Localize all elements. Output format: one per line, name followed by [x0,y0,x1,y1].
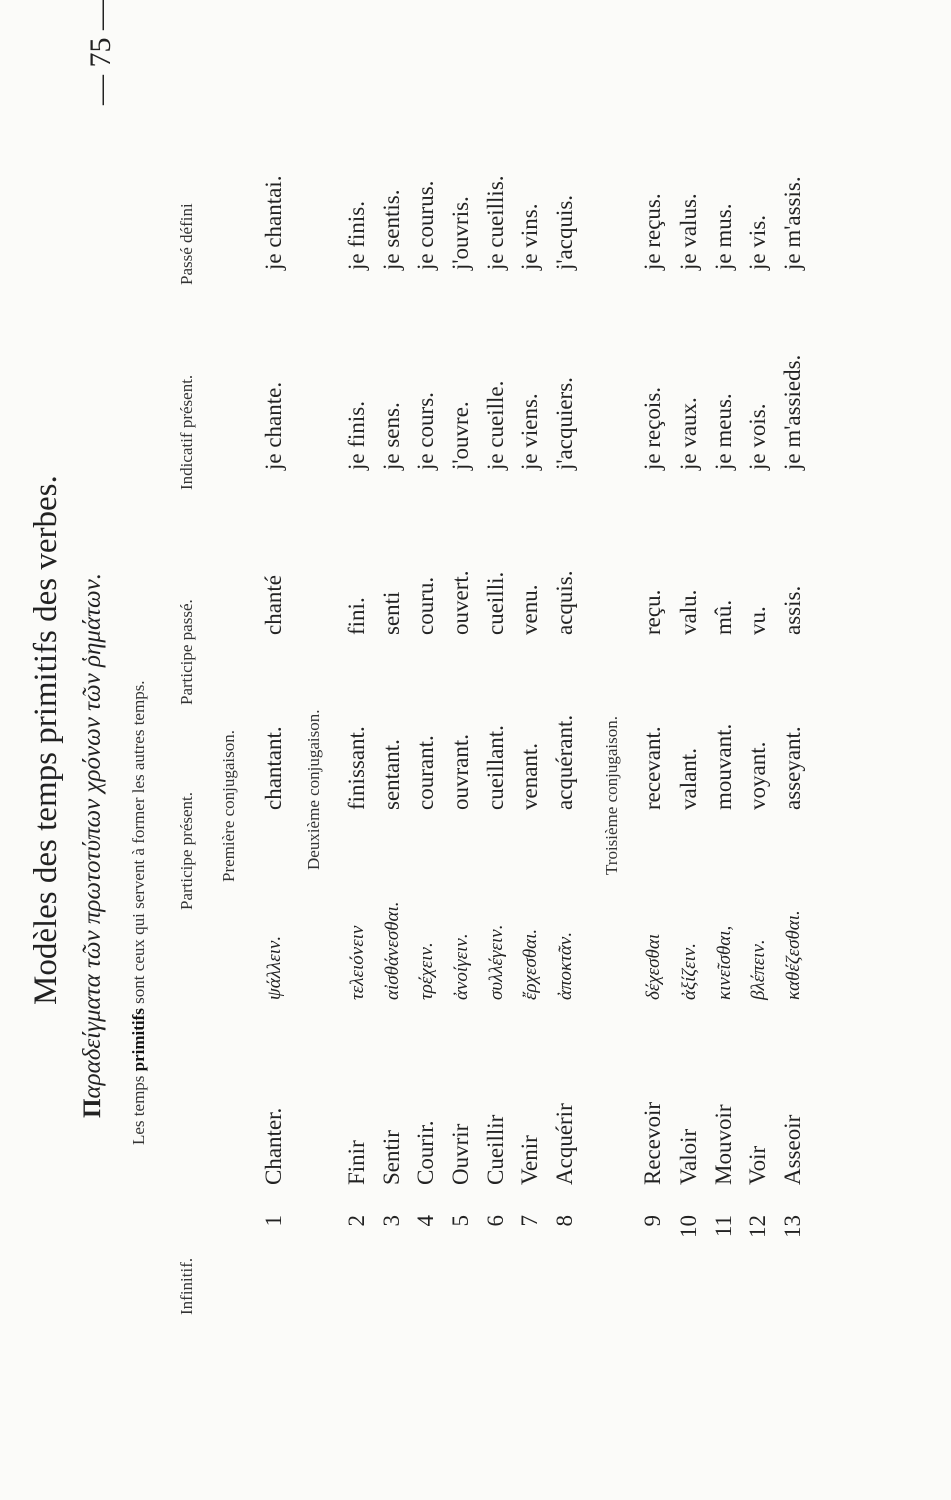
participe-present: voyant. [745,741,770,810]
row-number: 2 [344,1215,369,1227]
participe-passe: reçu. [640,589,665,635]
greek-equivalent: ἔρχεσθαι. [520,928,541,1000]
greek-equivalent: βλέπειν. [748,939,769,1000]
indicatif-present: je cours. [413,392,438,470]
row-number: 1 [261,1215,286,1227]
passe-defini: j'ouvris. [448,196,473,270]
indicatif-present: je vois. [745,403,770,470]
participe-present: acquérant. [552,714,577,810]
greek-equivalent: δέχεσθαι [643,933,664,1000]
passe-defini: je valus. [676,193,701,270]
infinitive: Asseoir [780,1114,805,1185]
infinitive: Acquérir [552,1103,577,1185]
passe-defini: je cueillis. [483,175,508,270]
indicatif-present: je cueille. [483,380,508,470]
greek-title [80,573,105,1118]
infinitive: Mouvoir [711,1104,736,1185]
participe-present: mouvant. [711,723,736,810]
participe-present: asseyant. [780,726,805,810]
note-text-start: Les temps [129,1071,148,1145]
participe-present: cueillant. [483,725,508,810]
participe-passe: cueilli. [483,571,508,635]
infinitive: Chanter. [261,1107,286,1185]
greek-title-capital: Π [79,1098,106,1118]
passe-defini: j'acquis. [552,194,577,270]
indicatif-present: je vaux. [676,397,701,470]
infinitive: Courir. [413,1120,438,1185]
participe-present: finissant. [344,726,369,810]
participe-present: venant. [517,742,542,810]
participe-passe: fini. [344,597,369,635]
passe-defini: je courus. [413,180,438,270]
indicatif-present: j'acquiers. [552,377,577,470]
greek-equivalent: ἀνοίγειν. [451,933,472,1000]
participe-passe: couru. [413,576,438,635]
passe-defini: je m'assis. [780,176,805,270]
infinitive: Cueillir [483,1114,508,1185]
participe-passe: acquis. [552,570,577,635]
indicatif-present: je meus. [711,393,736,470]
infinitive: Sentir [379,1130,404,1185]
passe-defini: je reçus. [640,193,665,270]
indicatif-present: je sens. [379,402,404,470]
participe-passe: assis. [780,585,805,635]
section-label: Première conjugaison. [219,729,238,882]
greek-equivalent: αἰσθάνεσθαι. [382,901,403,1000]
row-number: 3 [379,1215,404,1227]
participe-passe: chanté [261,574,286,635]
indicatif-present: je reçois. [640,386,665,470]
intro-note [130,680,147,1145]
participe-passe: venu. [517,584,542,635]
row-number: 7 [517,1215,542,1227]
indicatif-present: je finis. [344,401,369,470]
greek-equivalent: ἀποκτᾶν. [555,931,576,1000]
passe-defini: je mus. [711,203,736,270]
indicatif-present: je viens. [517,393,542,470]
greek-equivalent: καθέζεσθαι. [783,910,804,1000]
infinitive: Recevoir [640,1101,665,1185]
greek-equivalent: ἀξίζειν. [679,942,700,1000]
participe-present: courant. [413,735,438,810]
greek-equivalent: τελειόνειν [347,925,368,1000]
greek-equivalent: συλλέγειν. [486,924,507,1000]
row-number: 4 [413,1215,438,1227]
col-header-participe-present: Participe présent. [177,791,196,910]
infinitive: Voir [745,1145,770,1185]
participe-present: sentant. [379,739,404,810]
note-bold-word: primitifs [129,1008,148,1072]
greek-title-rest: αραδείγματα τῶν πρωτοτύπων χρόνων τῶν ῥημάτων. [79,572,106,1099]
indicatif-present: je chante. [261,381,286,470]
col-header-participe-passe: Participe passé. [177,599,196,705]
greek-equivalent: τρέχειν. [416,942,437,1000]
col-header-infinitif: Infinitif. [177,1257,196,1315]
participe-passe: mû. [711,599,736,635]
row-number: 9 [640,1215,665,1227]
row-number: 6 [483,1215,508,1227]
participe-present: chantant. [261,726,286,810]
row-number: 12 [745,1215,770,1238]
participe-present: valant. [676,748,701,810]
section-label: Troisième conjugaison. [602,716,621,875]
greek-equivalent: ψάλλειν. [264,935,285,1000]
passe-defini: je vis. [745,215,770,270]
participe-present: ouvrant. [448,733,473,810]
indicatif-present: j'ouvre. [448,401,473,470]
participe-passe: ouvert. [448,570,473,635]
participe-passe: valu. [676,589,701,635]
infinitive: Finir [344,1140,369,1185]
infinitive: Ouvrir [448,1123,473,1185]
indicatif-present: je m'assieds. [780,354,805,470]
row-number: 10 [676,1215,701,1238]
page-number: — 75 — [84,0,117,105]
col-header-indicatif-present: Indicatif présent. [177,374,196,490]
row-number: 5 [448,1215,473,1227]
participe-present: recevant. [640,726,665,810]
greek-equivalent: κινεῖσθαι, [714,925,735,1000]
participe-passe: senti [379,591,404,635]
row-number: 11 [711,1215,736,1238]
passe-defini: je chantai. [261,175,286,270]
note-text-end: sont ceux qui servent à former les autres temps. [129,680,148,1009]
passe-defini: je sentis. [379,189,404,270]
passe-defini: je finis. [344,201,369,270]
row-number: 8 [552,1215,577,1227]
row-number: 13 [780,1215,805,1238]
section-label: Deuxième conjugaison. [304,709,323,870]
infinitive: Valoir [676,1128,701,1185]
passe-defini: je vins. [517,203,542,270]
page-title: Modèles des temps primitifs des verbes. [28,475,64,1005]
participe-passe: vu. [745,606,770,635]
col-header-passe-defini: Passé défini [177,203,196,285]
infinitive: Venir [517,1135,542,1185]
